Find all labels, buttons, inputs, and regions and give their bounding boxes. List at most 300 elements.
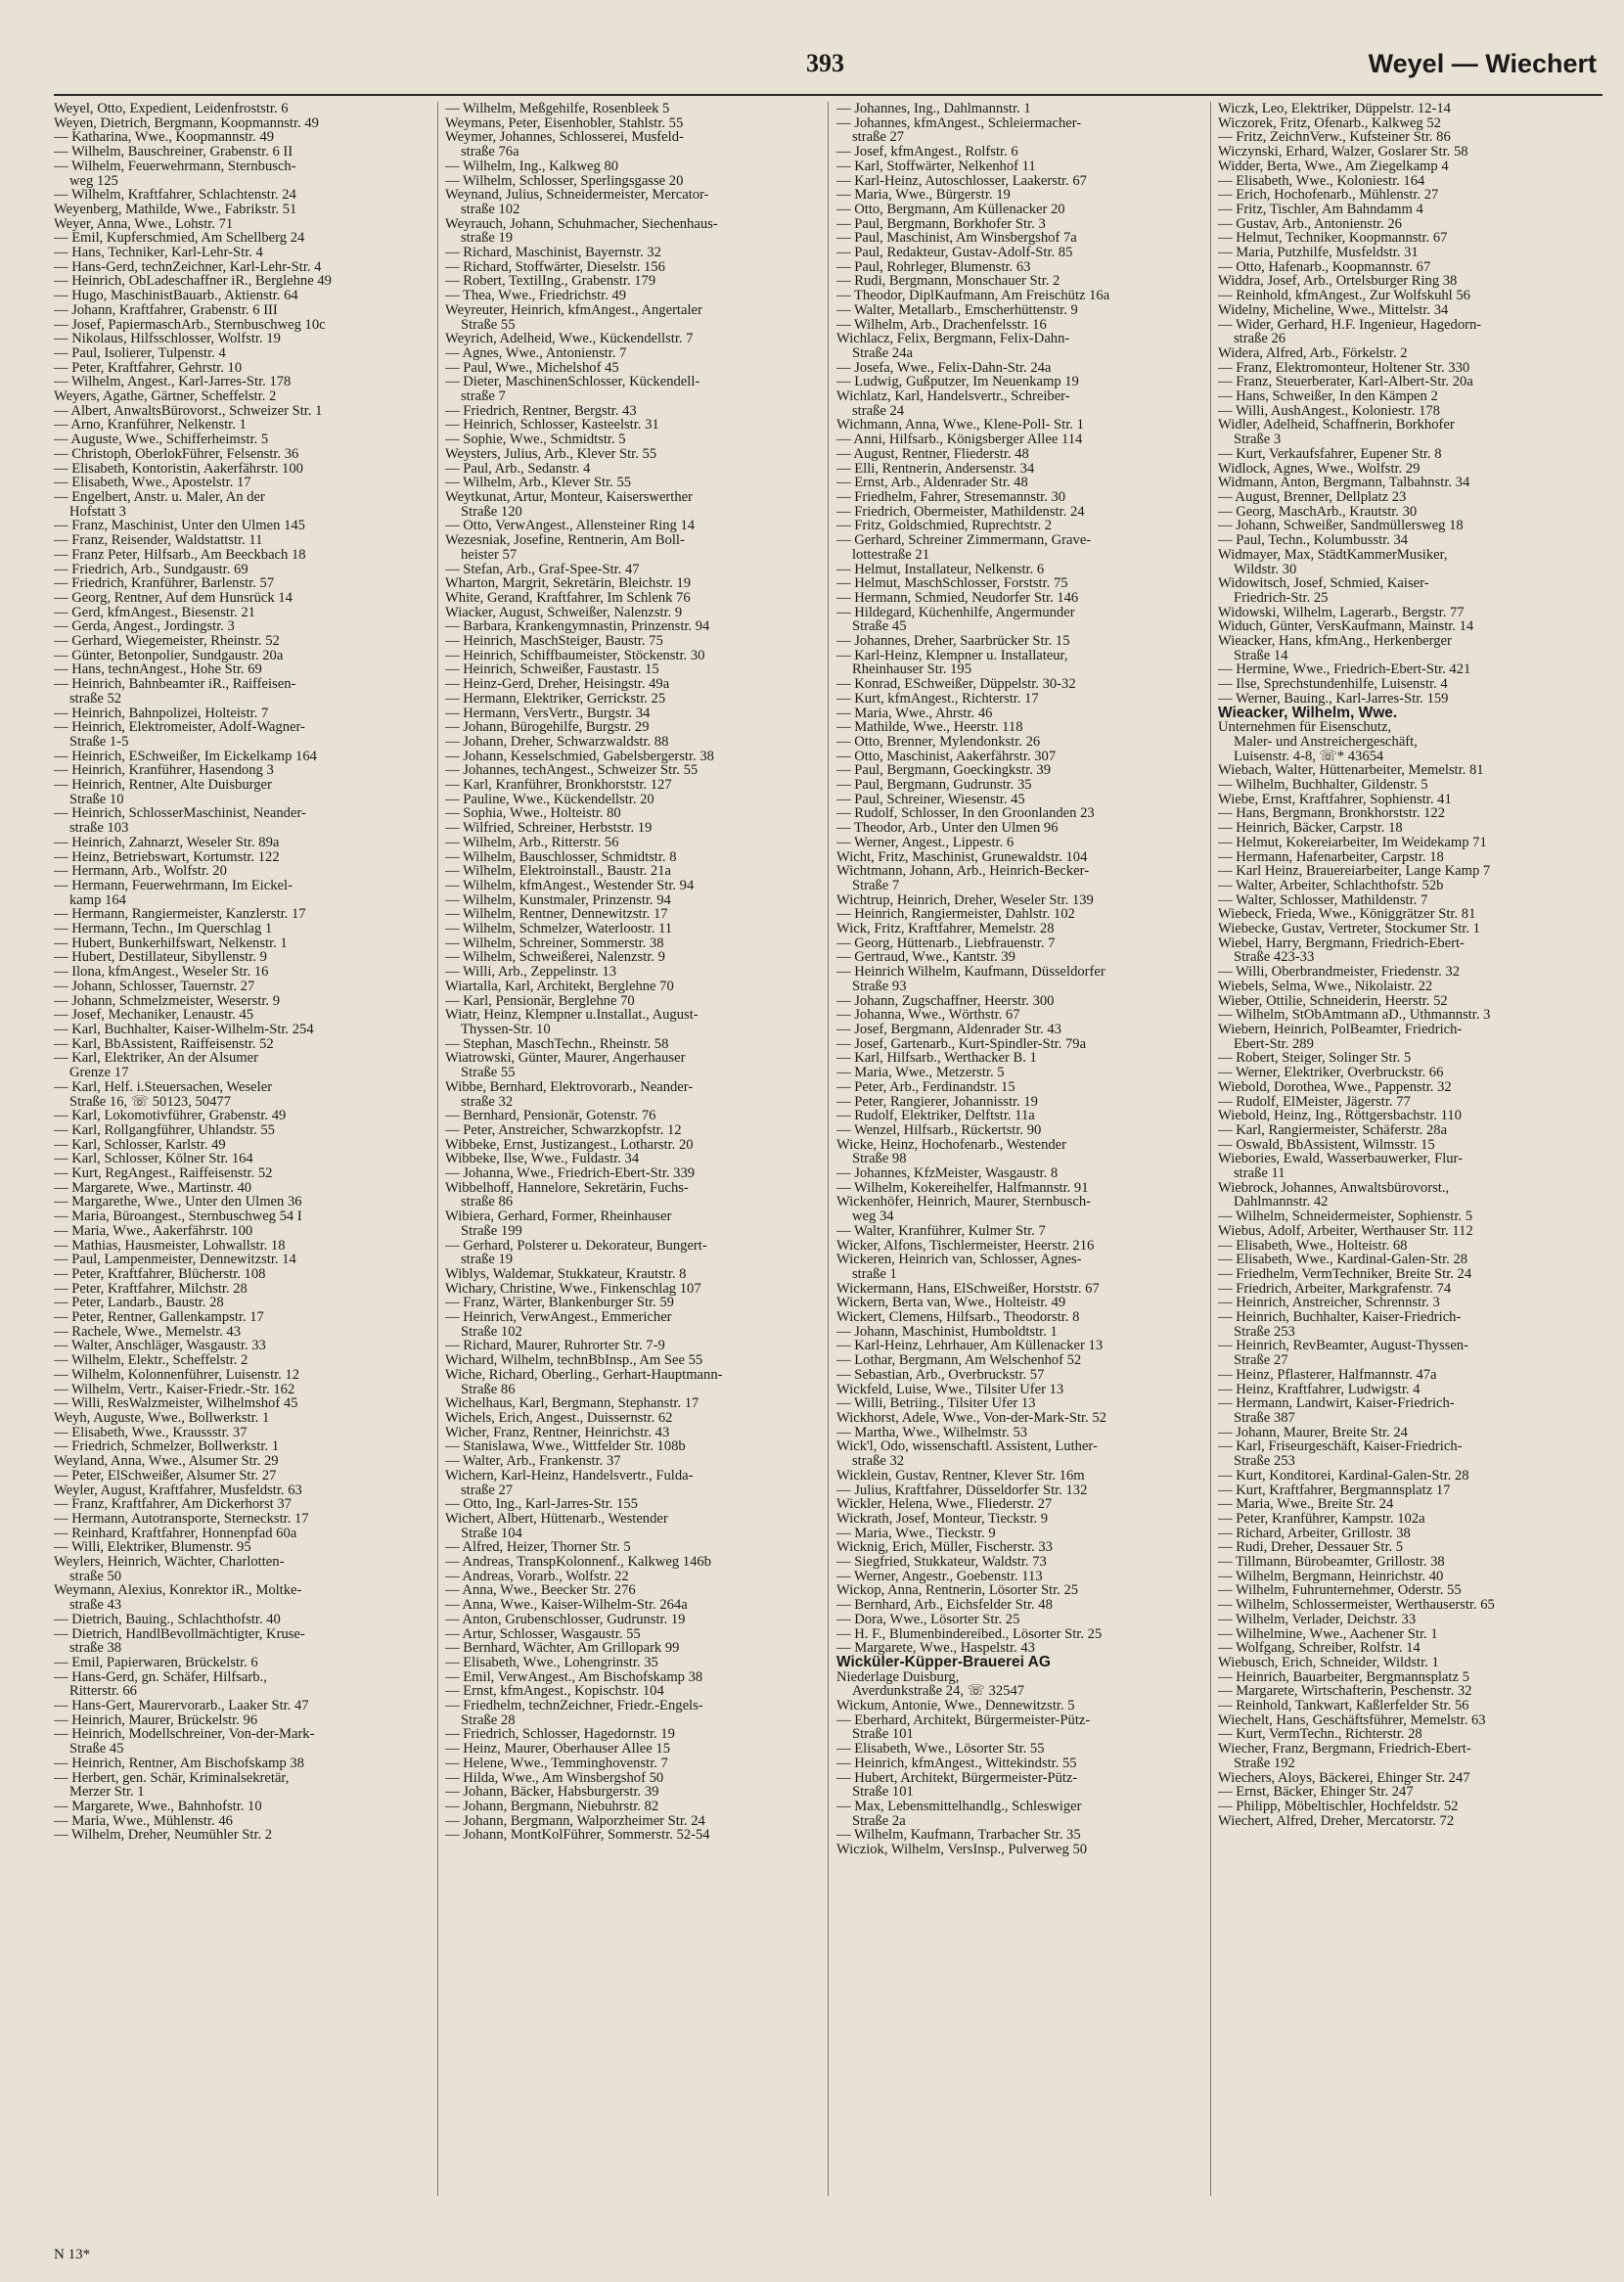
entry-line: Unternehmen für Eisenschutz, [1218,719,1392,736]
directory-entry [1218,806,1604,821]
entry-line: — Sophie, Wwe., Schmidtstr. 5 [445,432,626,448]
entry-continuation: straße 32 [461,1093,514,1110]
directory-entry [445,965,815,980]
entry-line: Weynand, Julius, Schneidermeister, Mercator- [445,187,709,204]
entry-line: — Friedrich, Obermeister, Mathildenstr. 24 [836,503,1085,520]
entry-line: — Willi, Elektriker, Blumenstr. 95 [54,1539,251,1556]
running-head: Weyel — Wiechert [1368,49,1597,78]
directory-entry [1218,1282,1604,1297]
entry-line: — Friedrich, Schmelzer, Bollwerkstr. 1 [54,1438,280,1455]
directory-entry [836,332,1206,360]
directory-entry [836,763,1206,778]
entry-line: — Stefan, Arb., Graf-Spee-Str. 47 [445,561,640,577]
directory-entry [54,130,424,145]
directory-entry [445,763,815,778]
directory-entry [836,1037,1206,1052]
directory-entry [836,188,1206,203]
directory-entry [836,591,1206,606]
directory-entry [836,1670,1206,1699]
directory-entry [445,591,815,606]
entry-line: Widera, Alfred, Arb., Förkelstr. 2 [1218,344,1408,361]
directory-entry [1218,634,1604,662]
entry-line: — Wilhelm, Vertr., Kaiser-Friedr.-Str. 162 [54,1381,295,1397]
entry-line: — Hermann, Autotransporte, Sterneckstr. 17 [54,1510,309,1527]
entry-line: Wickeren, Heinrich van, Schlosser, Agnes- [836,1252,1082,1268]
entry-line: — Peter, ElSchweißer, Alsumer Str. 27 [54,1467,277,1483]
entry-line: Wick, Fritz, Kraftfahrer, Memelstr. 28 [836,921,1055,937]
directory-entry [54,1426,424,1440]
entry-line: Wichlacz, Felix, Bergmann, Felix-Dahn- [836,331,1070,347]
entry-line: — Karl, Lokomotivführer, Grabenstr. 49 [54,1108,287,1124]
entry-continuation: heister 57 [461,546,518,563]
directory-entry [1218,793,1604,807]
entry-line: — Johann, Schlosser, Tauernstr. 27 [54,978,255,994]
entry-continuation: Straße 7 [852,877,900,893]
entry-line: Widder, Berta, Wwe., Am Ziegelkamp 4 [1218,158,1449,174]
entry-line: — Walter, Metallarb., Emscherhüttenstr. 9 [836,301,1078,318]
directory-entry [445,1439,815,1454]
directory-entry [836,1138,1206,1166]
directory-entry [445,606,815,620]
entry-line: Wezesniak, Josefine, Rentnerin, Am Boll- [445,532,685,549]
entry-line: Weymans, Peter, Eisenhobler, Stahlstr. 55 [445,114,684,131]
entry-line: — Philipp, Möbeltischler, Hochfeldstr. 52 [1218,1798,1459,1814]
entry-line: Wiebold, Heinz, Ing., Röttgersbachstr. 110 [1218,1108,1462,1124]
entry-line: Wieacker, Hans, kfmAng., Herkenberger [1218,633,1452,650]
directory-entry [445,116,815,131]
directory-entry [1218,476,1604,490]
directory-entry [1218,1713,1604,1728]
directory-entry [1218,980,1604,994]
directory-entry [1218,1742,1604,1770]
entry-line: — Maria, Putzhilfe, Musfeldstr. 31 [1218,245,1419,261]
entry-line: — Wilhelm, Schmelzer, Waterloostr. 11 [445,921,673,937]
entry-line: — Hermann, Elektriker, Gerrickstr. 25 [445,690,666,707]
directory-entry [445,404,815,419]
directory-entry [54,1540,424,1555]
directory-entry [836,361,1206,376]
directory-entry [1218,116,1604,131]
entry-line: — Margarete, Wwe., Haspelstr. 43 [836,1640,1035,1657]
entry-line: — Heinrich, Modellschreiner, Von-der-Mark- [54,1726,315,1743]
entry-line: — Heinz, Pflasterer, Halfmannstr. 47a [1218,1366,1437,1383]
directory-entry [836,1627,1206,1642]
entry-line: — Peter, Kraftfahrer, Blücherstr. 108 [54,1265,266,1282]
entry-line: — Fritz, ZeichnVerw., Kufsteiner Str. 86 [1218,129,1451,146]
directory-entry [1218,821,1604,836]
directory-entry [445,735,815,750]
directory-entry [836,490,1206,505]
entry-line: — Werner, Bauing., Karl-Jarres-Str. 159 [1218,690,1449,707]
entry-line: — Heinrich, Bauarbeiter, Bergmannsplatz 5 [1218,1668,1469,1685]
entry-line: — Elisabeth, Wwe., Koloniestr. 164 [1218,172,1425,189]
directory-entry [445,447,815,462]
directory-entry [836,1713,1206,1742]
directory-entry [54,850,424,865]
directory-entry [836,677,1206,692]
entry-line: — Kurt, VermTechn., Richterstr. 28 [1218,1726,1422,1743]
entry-line: Wichert, Albert, Hüttenarb., Westender [445,1510,668,1527]
entry-line: Wibiera, Gerhard, Former, Rheinhauser [445,1209,672,1225]
entry-line: — Heinrich, ObLadeschaffner iR., Berglehne 49 [54,273,332,290]
entry-line: Weymer, Johannes, Schlosserei, Musfeld- [445,129,684,146]
directory-entry [1218,850,1604,865]
directory-entry [836,1353,1206,1368]
entry-line: Weyh, Auguste, Wwe., Bollwerkstr. 1 [54,1409,270,1426]
entry-continuation: straße 50 [69,1568,122,1584]
directory-entry [445,433,815,447]
entry-line: — Franz, Maschinist, Unter den Ulmen 145 [54,518,305,534]
directory-entry [836,1613,1206,1627]
entry-line: — Martha, Wwe., Wilhelmstr. 53 [836,1424,1028,1440]
directory-entry [1218,505,1604,520]
entry-line: — Tillmann, Bürobeamter, Grillostr. 38 [1218,1554,1445,1571]
entry-line: Wiebach, Walter, Hüttenarbeiter, Memelstr. 81 [1218,762,1484,779]
entry-line: Wiacker, August, Schweißer, Nalenzstr. 9 [445,604,683,620]
directory-entry [836,936,1206,951]
directory-entry [1218,318,1604,346]
entry-line: — Oswald, BbAssistent, Wilmsstr. 15 [1218,1136,1435,1153]
entry-line: — Heinrich, MaschSteiger, Baustr. 75 [445,633,663,650]
directory-entry [836,1653,1206,1670]
entry-line: — Heinrich, kfmAngest., Wittekindstr. 55 [836,1755,1077,1771]
entry-line: — Pauline, Wwe., Kückendellstr. 20 [445,791,654,807]
entry-line: Wicknig, Erich, Müller, Fischerstr. 33 [836,1539,1053,1556]
entry-line: — Heinrich, Rangiermeister, Dahlstr. 102 [836,906,1075,923]
entry-line: Wiebels, Selma, Wwe., Nikolaistr. 22 [1218,978,1433,994]
entry-line: — Johannes, Dreher, Saarbrücker Str. 15 [836,633,1070,650]
entry-line: Wichelhaus, Karl, Bergmann, Stephanstr. 17 [445,1395,699,1412]
directory-entry [54,1195,424,1209]
directory-entry [1218,936,1604,965]
directory-entry [54,1080,424,1109]
entry-line: Wieacker, Wilhelm, Wwe. [1218,704,1398,721]
directory-entry [836,1383,1206,1397]
entry-line: — Günter, Betonpolier, Sundgaustr. 20a [54,647,284,663]
entry-line: Wicziok, Wilhelm, VersInsp., Pulverweg 50 [836,1842,1088,1858]
directory-entry [54,965,424,980]
entry-line: — Hermann, Arb., Wolfstr. 20 [54,863,227,880]
directory-entry [54,1800,424,1814]
header-rule [54,94,1602,96]
page-number: 393 [806,49,844,77]
entry-line: — Franz, Elektromonteur, Holtener Str. 330 [1218,359,1470,376]
column-3 [836,102,1206,2206]
entry-line: — Wilhelm, StObAmtmann aD., Uthmannstr. 3 [1218,1007,1491,1024]
directory-entry [54,1224,424,1239]
entry-continuation: Dahlmannstr. 42 [1234,1194,1329,1210]
entry-line: — Karl-Heinz, Lehrhauer, Am Küllenacker 13 [836,1338,1104,1354]
directory-entry [836,519,1206,533]
entry-line: Weysters, Julius, Arb., Klever Str. 55 [445,445,657,462]
directory-entry [445,346,815,361]
entry-line: — Johann, Maschinist, Humboldtstr. 1 [836,1323,1058,1340]
directory-entry [1218,1224,1604,1239]
directory-entry [836,260,1206,275]
entry-line: Wichard, Wilhelm, technBbInsp., Am See 55 [445,1352,703,1369]
directory-entry [836,231,1206,246]
entry-line: — Kurt, kfmAngest., Richterstr. 17 [836,690,1039,707]
directory-entry [445,1080,815,1109]
directory-entry [445,533,815,562]
directory-entry [54,936,424,951]
directory-entry [54,1512,424,1527]
entry-line: — Lothar, Bergmann, Am Welschenhof 52 [836,1352,1082,1369]
entry-line: — Gerd, kfmAngest., Biesenstr. 21 [54,604,255,620]
entry-line: — Franz Peter, Hilfsarb., Am Beeckbach 18 [54,546,306,563]
entry-line: — Heinrich, Rentner, Alte Duisburger [54,777,272,794]
entry-line: — Friedrich, Rentner, Bergstr. 43 [445,402,637,419]
entry-continuation: Straße 3 [1234,432,1282,448]
entry-continuation: Straße 55 [461,1065,516,1081]
directory-entry [836,1080,1206,1095]
entry-line: — Wilhelm, Meßgehilfe, Rosenbleek 5 [445,102,670,116]
entry-line: — Johann, Bergmann, Walporzheimer Str. 24 [445,1812,705,1829]
entry-continuation: Straße 102 [461,1323,522,1340]
entry-line: — Franz, Reisender, Waldstattstr. 11 [54,532,263,549]
directory-entry [445,1267,815,1282]
entry-line: — Otto, Bergmann, Am Küllenacker 20 [836,201,1065,217]
directory-entry [836,1497,1206,1512]
directory-entry [1218,1439,1604,1468]
directory-entry [445,1814,815,1829]
entry-line: — Heinz, Betriebswart, Kortumstr. 122 [54,848,280,865]
entry-line: — Paul, Rohrleger, Blumenstr. 63 [836,258,1031,275]
directory-entry [1218,1771,1604,1786]
entry-line: — Karl, Friseurgeschäft, Kaiser-Friedrich- [1218,1438,1463,1455]
entry-continuation: Straße 14 [1234,647,1288,663]
entry-line: — Helmut, Techniker, Koopmannstr. 67 [1218,230,1448,247]
directory-entry [836,836,1206,850]
entry-line: — Willi, Oberbrandmeister, Friedenstr. 32 [1218,964,1461,981]
directory-entry [836,634,1206,649]
directory-entry [836,102,1206,116]
entry-line: — Georg, MaschArb., Krautstr. 30 [1218,503,1418,520]
directory-entry [445,649,815,663]
entry-line: — Emil, VerwAngest., Am Bischofskamp 38 [445,1668,703,1685]
directory-entry [836,1512,1206,1527]
directory-entry [1218,864,1604,879]
entry-continuation: Straße 101 [852,1784,914,1801]
directory-entry [54,1109,424,1123]
directory-entry [1218,1396,1604,1425]
directory-entry [445,217,815,246]
directory-entry [54,1037,424,1052]
entry-line: — Wilhelm, Angest., Karl-Jarres-Str. 178 [54,374,292,390]
entry-continuation: Straße 423-33 [1234,949,1315,966]
entry-continuation: Straße 2a [852,1812,906,1829]
entry-line: — Karl, Kranführer, Bronkhorststr. 127 [445,777,672,794]
entry-line: Wiche, Richard, Oberling., Gerhart-Hauptmann- [445,1366,723,1383]
entry-line: — Robert, TextilIng., Grabenstr. 179 [445,273,656,290]
directory-entry [1218,1426,1604,1440]
entry-line: Wickenhöfer, Heinrich, Maurer, Sternbusch- [836,1194,1092,1210]
directory-entry [445,850,815,865]
entry-line: — Wilhelm, Arb., Ritterstr. 56 [445,834,619,850]
directory-entry [54,591,424,606]
directory-entry [445,418,815,433]
directory-entry [54,188,424,203]
entry-line: — Heinrich, Bäcker, Carpstr. 18 [1218,820,1403,837]
directory-columns [54,102,1604,2206]
directory-entry [54,1670,424,1699]
entry-line: Weyers, Agathe, Gärtner, Scheffelstr. 2 [54,388,277,405]
entry-line: — Emil, Kupferschmied, Am Schellberg 24 [54,230,305,247]
entry-line: — Elisabeth, Wwe., Apostelstr. 17 [54,475,251,491]
entry-line: — Wilhelm, kfmAngest., Westender Str. 94 [445,877,695,893]
directory-entry [445,1540,815,1555]
directory-entry [1218,1483,1604,1498]
directory-entry [1218,303,1604,318]
entry-line: — Hans, Schweißer, In den Kämpen 2 [1218,388,1438,405]
entry-continuation: Straße 101 [852,1726,914,1743]
entry-continuation: Straße 27 [1234,1352,1288,1369]
directory-entry [836,1325,1206,1340]
directory-entry [54,980,424,994]
entry-line: — Alfred, Heizer, Thorner Str. 5 [445,1539,631,1556]
entry-line: Wiebecke, Gustav, Vertreter, Stockumer Str. 1 [1218,921,1480,937]
entry-line: — Karl, Schlosser, Kölner Str. 164 [54,1151,253,1167]
entry-line: Widmann, Anton, Bergmann, Talbahnstr. 34 [1218,475,1470,491]
entry-line: — Paul, Maschinist, Am Winsbergshof 7a [836,230,1077,247]
entry-continuation: straße 103 [69,820,129,837]
directory-entry [54,389,424,404]
directory-entry [836,1843,1206,1857]
directory-entry [445,274,815,289]
entry-line: Wichary, Christine, Wwe., Finkenschlag 107 [445,1280,701,1297]
directory-entry [1218,1555,1604,1570]
entry-line: — Fritz, Goldschmied, Ruprechtstr. 2 [836,518,1053,534]
directory-entry [445,1426,815,1440]
entry-line: — Paul, Schreiner, Wiesenstr. 45 [836,791,1025,807]
entry-line: Wieber, Ottilie, Schneiderin, Heerstr. 52 [1218,992,1448,1009]
entry-continuation: Averdunkstraße 24, ☏ 32547 [852,1683,1025,1700]
entry-line: Weyen, Dietrich, Bergmann, Koopmannstr. 49 [54,114,319,131]
directory-entry [54,447,424,462]
entry-line: Wichern, Karl-Heinz, Handelsvertr., Fulda- [445,1467,694,1483]
directory-entry [836,1339,1206,1353]
directory-entry [1218,246,1604,260]
entry-continuation: Straße 1-5 [69,733,129,750]
entry-line: — Rachele, Wwe., Memelstr. 43 [54,1323,242,1340]
entry-line: Wiebusch, Erich, Schneider, Wildstr. 1 [1218,1654,1439,1670]
entry-line: — H. F., Blumenbindereibed., Lösorter Str. 25 [836,1625,1103,1642]
directory-entry [1218,1785,1604,1800]
entry-line: — Johann, Bergmann, Niebuhrstr. 82 [445,1798,659,1814]
entry-line: — Heinz, Kraftfahrer, Ludwigstr. 4 [1218,1381,1421,1397]
directory-entry [54,879,424,907]
directory-entry [445,1454,815,1469]
entry-line: — Rudolf, Elektriker, Delftstr. 11a [836,1108,1035,1124]
directory-entry [445,332,815,346]
entry-line: Widdra, Josef, Arb., Ortelsburger Ring 38 [1218,273,1458,290]
directory-entry [445,130,815,159]
entry-line: — Theodor, DiplKaufmann, Am Freischütz 16a [836,288,1110,304]
directory-entry [445,1166,815,1181]
entry-line: — Helene, Wwe., Temminghovenstr. 7 [445,1755,668,1771]
entry-line: Wiebories, Ewald, Wasserbauwerker, Flur- [1218,1151,1463,1167]
directory-entry [1218,548,1604,576]
entry-line: Wickrath, Josef, Monteur, Tieckstr. 9 [836,1510,1049,1527]
directory-entry [445,864,815,879]
entry-line: — Wilhelm, Ing., Kalkweg 80 [445,158,619,174]
directory-entry [54,1166,424,1181]
entry-line: — Heinrich, RevBeamter, August-Thyssen- [1218,1338,1468,1354]
entry-line: — Friedhelm, technZeichner, Friedr.-Engels- [445,1698,703,1714]
entry-line: — Karl, BbAssistent, Raiffeisenstr. 52 [54,1035,274,1052]
directory-entry [445,1152,815,1166]
entry-line: — Gerda, Angest., Jordingstr. 3 [54,618,235,635]
entry-continuation: Straße 10 [69,791,124,807]
entry-line: — Reinhold, Tankwart, Kaßlerfelder Str. 56 [1218,1698,1469,1714]
directory-entry [836,692,1206,707]
entry-line: — Richard, Arbeiter, Grillostr. 38 [1218,1525,1411,1541]
entry-line: — Wolfgang, Schreiber, Rolfstr. 14 [1218,1640,1421,1657]
entry-line: — Hubert, Destillateur, Sibyllenstr. 9 [54,949,267,966]
entry-line: — Heinrich, Zahnarzt, Weseler Str. 89a [54,834,280,850]
directory-entry [1218,203,1604,217]
entry-line: — Johann, Bürogehilfe, Burgstr. 29 [445,719,650,736]
directory-entry [445,1396,815,1411]
directory-entry [445,1727,815,1742]
directory-entry [836,174,1206,189]
entry-line: — Wenzel, Hilfsarb., Rückertstr. 90 [836,1121,1042,1138]
entry-continuation: Rheinhauser Str. 195 [852,662,972,678]
directory-entry [54,806,424,835]
entry-continuation: Straße 192 [1234,1755,1295,1771]
directory-entry [445,1613,815,1627]
entry-line: — Ilona, kfmAngest., Weseler Str. 16 [54,964,269,981]
directory-entry [445,907,815,922]
directory-entry [1218,893,1604,908]
entry-line: — Engelbert, Anstr. u. Maler, An der [54,488,265,505]
directory-entry [1218,836,1604,850]
directory-entry [1218,130,1604,145]
entry-line: Widelny, Micheline, Wwe., Mittelstr. 34 [1218,301,1449,318]
directory-entry [1218,965,1604,980]
directory-entry [445,1109,815,1123]
directory-entry [445,793,815,807]
entry-line: Wiblys, Waldemar, Stukkateur, Krautstr. 8 [445,1265,687,1282]
directory-entry [1218,1296,1604,1310]
directory-entry [54,1325,424,1340]
directory-entry [54,634,424,649]
entry-line: Wickfeld, Luise, Wwe., Tilsiter Ufer 13 [836,1381,1064,1397]
directory-entry [836,1411,1206,1426]
directory-entry [836,965,1206,993]
directory-entry [1218,1209,1604,1224]
directory-entry [54,260,424,275]
entry-line: — Otto, Hafenarb., Koopmannstr. 67 [1218,258,1431,275]
directory-entry [54,1483,424,1498]
directory-entry [836,1527,1206,1541]
directory-entry [445,662,815,677]
directory-entry [445,980,815,994]
directory-entry [445,1800,815,1814]
entry-line: — Willi, Arb., Zeppelinstr. 13 [445,964,617,981]
entry-continuation: Straße 93 [852,978,907,994]
directory-entry [54,116,424,131]
entry-line: — Heinrich, Schweißer, Faustastr. 15 [445,662,659,678]
entry-line: — Maria, Wwe., Tieckstr. 9 [836,1525,996,1541]
directory-entry [54,1138,424,1153]
entry-line: Wickum, Antonie, Wwe., Dennewitzstr. 5 [836,1698,1075,1714]
directory-entry [54,1439,424,1454]
entry-line: — Werner, Elektriker, Overbruckstr. 66 [1218,1065,1444,1081]
directory-entry [445,994,815,1009]
entry-line: — Johannes, KfzMeister, Wasgaustr. 8 [836,1165,1059,1182]
directory-entry [54,1181,424,1196]
